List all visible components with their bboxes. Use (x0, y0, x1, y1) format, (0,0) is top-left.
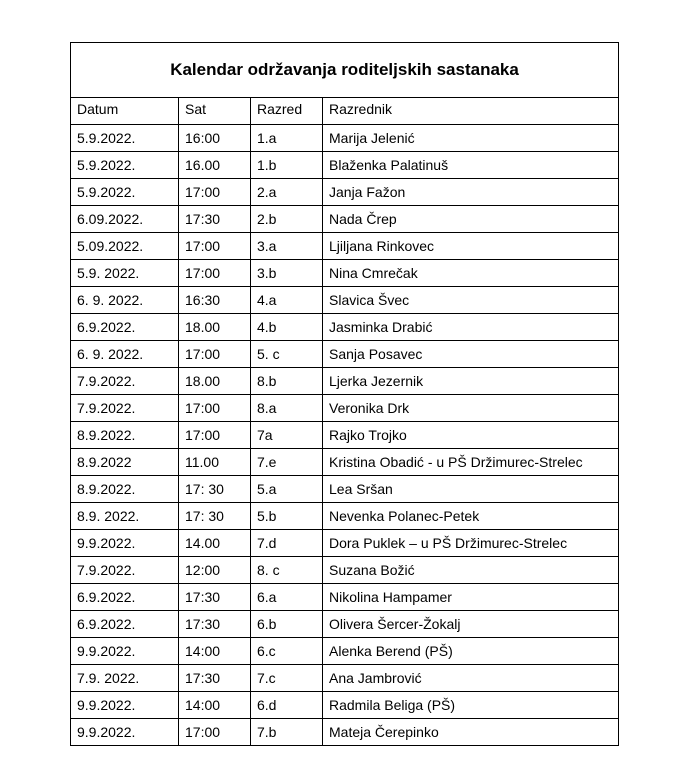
time-cell: 14:00 (179, 638, 251, 665)
date-cell: 9.9.2022. (71, 530, 179, 557)
time-cell: 17:00 (179, 341, 251, 368)
class-cell: 4.a (251, 287, 323, 314)
table-body (71, 125, 619, 746)
time-cell: 17:00 (179, 179, 251, 206)
class-cell: 2.a (251, 179, 323, 206)
class-cell: 6.a (251, 584, 323, 611)
table-row (71, 152, 619, 179)
column-header-razred: Razred (251, 98, 323, 125)
time-cell: 17:30 (179, 665, 251, 692)
table-row (71, 692, 619, 719)
teacher-cell: Ana Jambrović (323, 665, 619, 692)
table-row (71, 638, 619, 665)
document-page (70, 42, 618, 746)
table-row (71, 584, 619, 611)
teacher-cell: Blaženka Palatinuš (323, 152, 619, 179)
meetings-table (70, 42, 619, 746)
class-cell: 7a (251, 422, 323, 449)
date-cell: 6. 9. 2022. (71, 341, 179, 368)
time-cell: 17:00 (179, 422, 251, 449)
table-row (71, 341, 619, 368)
time-cell: 16:00 (179, 125, 251, 152)
table-row (71, 368, 619, 395)
class-cell: 5. c (251, 341, 323, 368)
date-cell: 6.9.2022. (71, 611, 179, 638)
date-cell: 5.9.2022. (71, 179, 179, 206)
date-cell: 8.9.2022. (71, 422, 179, 449)
table-row (71, 125, 619, 152)
date-cell: 8.9.2022 (71, 449, 179, 476)
table-row (71, 530, 619, 557)
class-cell: 1.a (251, 125, 323, 152)
time-cell: 17: 30 (179, 503, 251, 530)
time-cell: 11.00 (179, 449, 251, 476)
table-row (71, 287, 619, 314)
time-cell: 17:00 (179, 719, 251, 746)
time-cell: 18.00 (179, 368, 251, 395)
class-cell: 5.b (251, 503, 323, 530)
date-cell: 5.9. 2022. (71, 260, 179, 287)
time-cell: 17:00 (179, 233, 251, 260)
class-cell: 5.a (251, 476, 323, 503)
date-cell: 5.09.2022. (71, 233, 179, 260)
class-cell: 7.e (251, 449, 323, 476)
teacher-cell: Olivera Šercer-Žokalj (323, 611, 619, 638)
time-cell: 17: 30 (179, 476, 251, 503)
table-row (71, 260, 619, 287)
header-row (71, 98, 619, 125)
class-cell: 3.b (251, 260, 323, 287)
teacher-cell: Nada Črep (323, 206, 619, 233)
time-cell: 17:30 (179, 206, 251, 233)
time-cell: 14:00 (179, 692, 251, 719)
time-cell: 17:00 (179, 395, 251, 422)
table-row (71, 422, 619, 449)
teacher-cell: Mateja Čerepinko (323, 719, 619, 746)
table-row (71, 179, 619, 206)
table-row (71, 665, 619, 692)
class-cell: 2.b (251, 206, 323, 233)
teacher-cell: Lea Sršan (323, 476, 619, 503)
table-row (71, 449, 619, 476)
time-cell: 18.00 (179, 314, 251, 341)
title-row (71, 43, 619, 98)
time-cell: 17:30 (179, 611, 251, 638)
class-cell: 7.d (251, 530, 323, 557)
class-cell: 4.b (251, 314, 323, 341)
date-cell: 9.9.2022. (71, 719, 179, 746)
time-cell: 16:30 (179, 287, 251, 314)
teacher-cell: Jasminka Drabić (323, 314, 619, 341)
date-cell: 8.9. 2022. (71, 503, 179, 530)
teacher-cell: Janja Fažon (323, 179, 619, 206)
date-cell: 5.9.2022. (71, 152, 179, 179)
class-cell: 6.b (251, 611, 323, 638)
class-cell: 3.a (251, 233, 323, 260)
teacher-cell: Sanja Posavec (323, 341, 619, 368)
time-cell: 14.00 (179, 530, 251, 557)
column-header-sat: Sat (179, 98, 251, 125)
class-cell: 6.d (251, 692, 323, 719)
teacher-cell: Slavica Švec (323, 287, 619, 314)
table-row (71, 314, 619, 341)
teacher-cell: Nikolina Hampamer (323, 584, 619, 611)
date-cell: 9.9.2022. (71, 692, 179, 719)
date-cell: 6.9.2022. (71, 314, 179, 341)
teacher-cell: Nina Cmrečak (323, 260, 619, 287)
table-row (71, 719, 619, 746)
table-row (71, 611, 619, 638)
teacher-cell: Alenka Berend (PŠ) (323, 638, 619, 665)
teacher-cell: Kristina Obadić - u PŠ Držimurec-Strelec (323, 449, 619, 476)
column-header-razrednik: Razrednik (323, 98, 619, 125)
date-cell: 6. 9. 2022. (71, 287, 179, 314)
teacher-cell: Veronika Drk (323, 395, 619, 422)
date-cell: 7.9. 2022. (71, 665, 179, 692)
table-row (71, 395, 619, 422)
table-row (71, 233, 619, 260)
teacher-cell: Nevenka Polanec-Petek (323, 503, 619, 530)
date-cell: 5.9.2022. (71, 125, 179, 152)
date-cell: 7.9.2022. (71, 557, 179, 584)
table-title: Kalendar održavanja roditeljskih sastanaka (71, 43, 619, 98)
table-row (71, 206, 619, 233)
time-cell: 16.00 (179, 152, 251, 179)
teacher-cell: Rajko Trojko (323, 422, 619, 449)
table-row (71, 557, 619, 584)
class-cell: 6.c (251, 638, 323, 665)
date-cell: 8.9.2022. (71, 476, 179, 503)
date-cell: 6.9.2022. (71, 584, 179, 611)
time-cell: 12:00 (179, 557, 251, 584)
class-cell: 1.b (251, 152, 323, 179)
column-header-datum: Datum (71, 98, 179, 125)
date-cell: 7.9.2022. (71, 395, 179, 422)
date-cell: 7.9.2022. (71, 368, 179, 395)
date-cell: 9.9.2022. (71, 638, 179, 665)
class-cell: 8.b (251, 368, 323, 395)
teacher-cell: Ljerka Jezernik (323, 368, 619, 395)
table-row (71, 476, 619, 503)
teacher-cell: Marija Jelenić (323, 125, 619, 152)
class-cell: 7.c (251, 665, 323, 692)
time-cell: 17:00 (179, 260, 251, 287)
class-cell: 7.b (251, 719, 323, 746)
teacher-cell: Ljiljana Rinkovec (323, 233, 619, 260)
teacher-cell: Suzana Božić (323, 557, 619, 584)
date-cell: 6.09.2022. (71, 206, 179, 233)
teacher-cell: Radmila Beliga (PŠ) (323, 692, 619, 719)
class-cell: 8. c (251, 557, 323, 584)
time-cell: 17:30 (179, 584, 251, 611)
table-row (71, 503, 619, 530)
teacher-cell: Dora Puklek – u PŠ Držimurec-Strelec (323, 530, 619, 557)
class-cell: 8.a (251, 395, 323, 422)
